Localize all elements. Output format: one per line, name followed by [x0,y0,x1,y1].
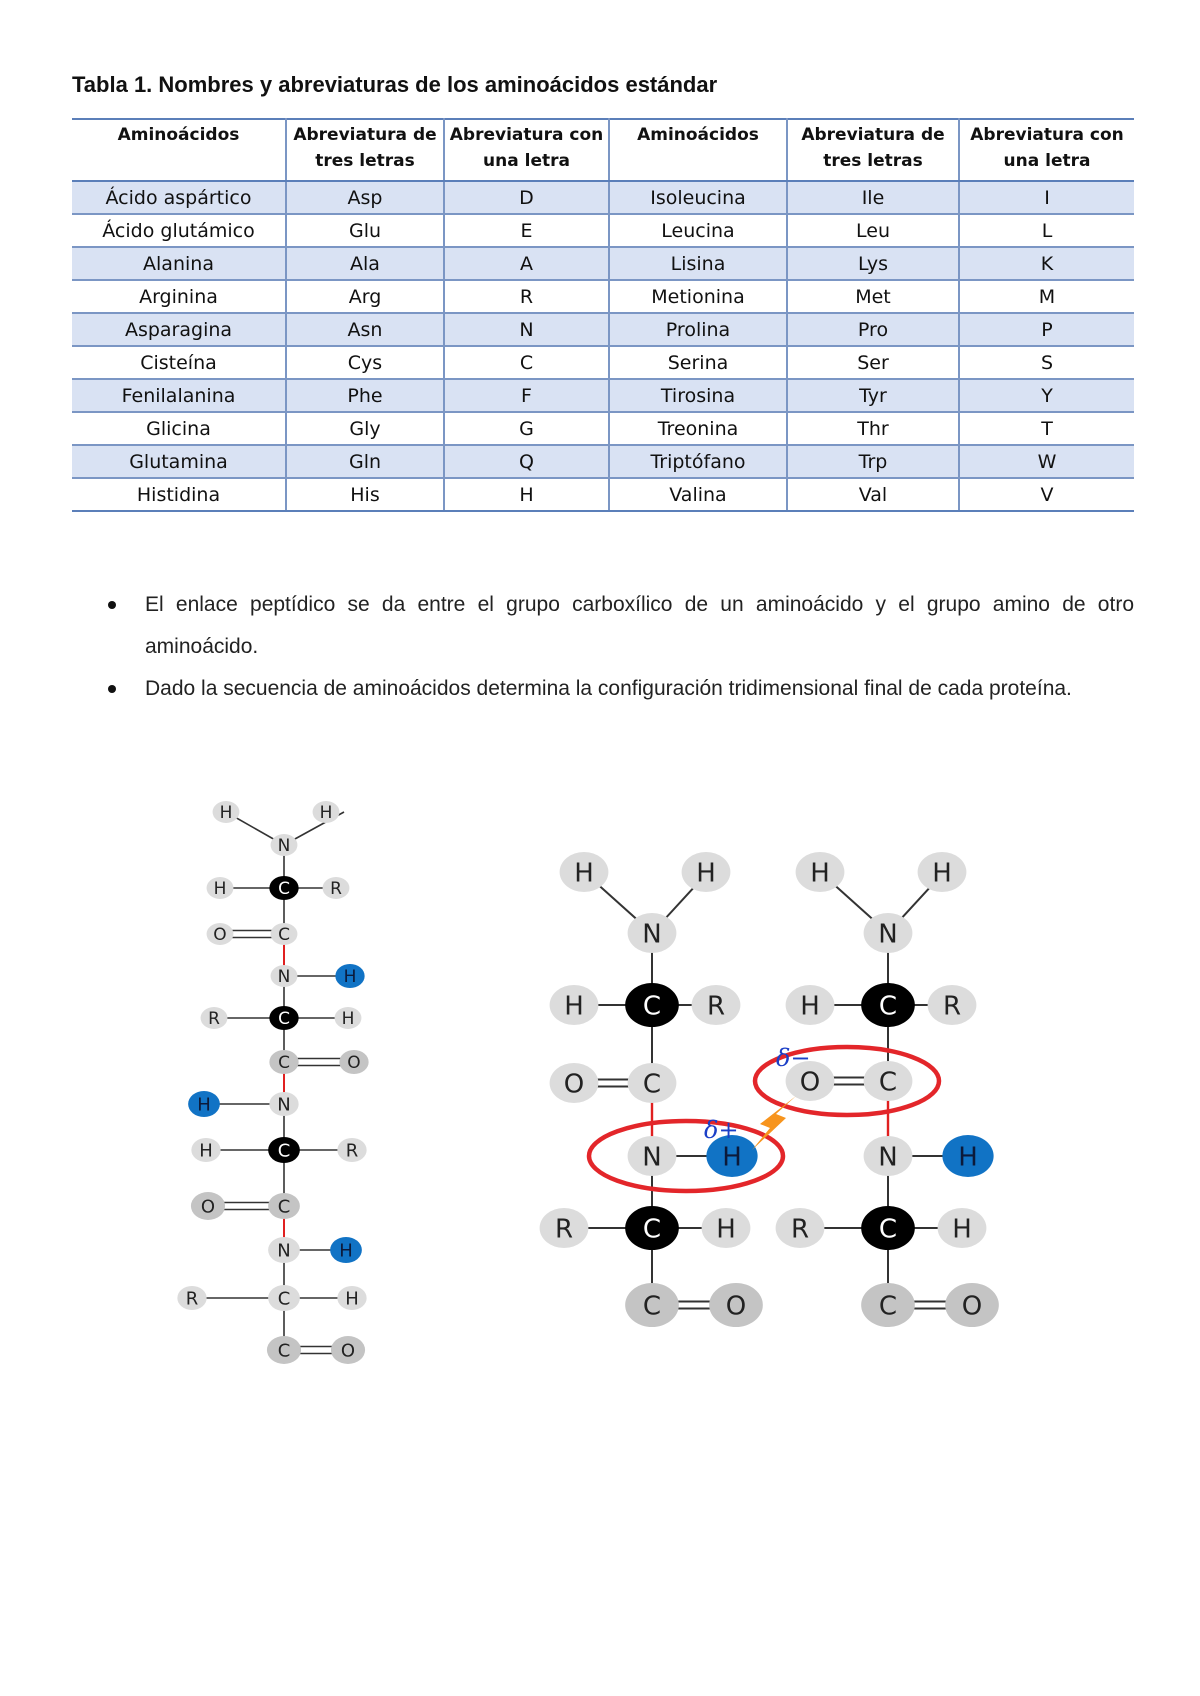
atom-label: H [339,1240,353,1262]
cell: W [959,445,1134,478]
cell: Arg [286,280,444,313]
atom-label: N [277,836,291,857]
atom-label: O [725,1291,747,1322]
atom-label: C [278,879,290,900]
atom-label: C [878,991,898,1022]
cell: Glutamina [72,445,286,478]
atom-label: N [878,1142,898,1173]
atom-label: H [932,858,952,889]
atom-label: H [319,803,333,824]
cell: Metionina [609,280,787,313]
cell: Serina [609,346,787,379]
atom-label: N [277,1094,291,1116]
cell: M [959,280,1134,313]
cell: Arginina [72,280,286,313]
atom-label: N [277,1240,291,1262]
cell: N [444,313,609,346]
atom-label: C [642,991,662,1022]
cell: Glu [286,214,444,247]
cell: Prolina [609,313,787,346]
cell: T [959,412,1134,445]
atom-label: H [696,858,716,889]
atom-label: H [564,991,584,1022]
delta-plus-label: δ+ [704,1116,739,1144]
atom-label: O [340,1340,356,1362]
atom-label: H [345,1288,359,1310]
atom-label: H [716,1214,736,1245]
cell: Fenilalanina [72,379,286,412]
cell: A [444,247,609,280]
cell: S [959,346,1134,379]
atom-label: H [952,1214,972,1245]
atom-label: R [942,991,962,1022]
cell: Gln [286,445,444,478]
atom-label: N [642,919,662,950]
atom-label: R [345,1140,359,1162]
atom-label: H [343,967,357,988]
cell: Pro [787,313,959,346]
cell: Ile [787,181,959,214]
cell: Ácido aspártico [72,181,286,214]
cell: Q [444,445,609,478]
atom-label: R [185,1288,199,1310]
cell: Treonina [609,412,787,445]
cell: Ser [787,346,959,379]
cell: Histidina [72,478,286,511]
cell: Asparagina [72,313,286,346]
atom-label: O [563,1069,585,1100]
atom-label: H [722,1142,742,1173]
cell: K [959,247,1134,280]
atom-label: O [347,1053,361,1074]
atom-label: O [799,1067,821,1098]
cell: L [959,214,1134,247]
atom-label: R [790,1214,810,1245]
cell: Triptófano [609,445,787,478]
header-una-letra-2: Abreviatura con una letra [959,119,1134,181]
atom-label: O [961,1291,983,1322]
bullet-text: Dado la secuencia de aminoácidos determina la configuración tridimensional final de cada proteína. [145,677,1072,700]
atom-label: N [642,1142,662,1173]
atom-label: C [642,1214,662,1245]
atom-label: C [278,1053,290,1074]
cell: Gly [286,412,444,445]
atom-label: H [197,1094,211,1116]
atom-label: O [200,1196,216,1218]
atom-label: C [278,925,290,946]
header-una-letra: Abreviatura con una letra [444,119,609,181]
cell: Leu [787,214,959,247]
cell: G [444,412,609,445]
cell: Leucina [609,214,787,247]
cell: C [444,346,609,379]
cell: E [444,214,609,247]
cell: Valina [609,478,787,511]
atom-label: C [278,1009,290,1030]
cell: R [444,280,609,313]
cell: Cisteína [72,346,286,379]
cell: Lys [787,247,959,280]
cell: Ala [286,247,444,280]
atom-label: C [277,1288,291,1310]
cell: Ácido glutámico [72,214,286,247]
header-tres-letras: Abreviatura de tres letras [286,119,444,181]
bullet-text: El enlace peptídico se da entre el grupo carboxílico de un aminoácido y el grupo amino de otro aminoácido. [145,593,1134,658]
cell: P [959,313,1134,346]
cell: V [959,478,1134,511]
cell: Trp [787,445,959,478]
cell: H [444,478,609,511]
atom-label: R [554,1214,574,1245]
atom-label: H [958,1142,978,1173]
cell: Isoleucina [609,181,787,214]
cell: Alanina [72,247,286,280]
cell: Phe [286,379,444,412]
atom-label: H [810,858,830,889]
atom-label: C [878,1067,898,1098]
atom-label: R [330,879,342,900]
cell: Met [787,280,959,313]
atom-label: O [213,925,227,946]
cell: F [444,379,609,412]
atom-label: H [213,879,227,900]
cell: Tirosina [609,379,787,412]
atom-label: R [706,991,726,1022]
atom-label: C [277,1140,291,1162]
cell: I [959,181,1134,214]
cell: His [286,478,444,511]
delta-minus-label: δ− [776,1044,811,1072]
atom-label: C [642,1291,662,1322]
cell: Cys [286,346,444,379]
atom-label: C [642,1069,662,1100]
atom-label: H [341,1009,355,1030]
cell: Glicina [72,412,286,445]
atom-label: C [277,1340,291,1362]
atom-label: H [219,803,233,824]
atom-label: N [878,919,898,950]
atom-label: C [878,1214,898,1245]
table-title: Tabla 1. Nombres y abreviaturas de los aminoácidos estándar [72,72,718,97]
atom-label: H [574,858,594,889]
cell: Thr [787,412,959,445]
header-aminoacidos-2: Aminoácidos [609,119,787,181]
cell: Lisina [609,247,787,280]
cell: Y [959,379,1134,412]
cell: D [444,181,609,214]
cell: Asp [286,181,444,214]
atom-label: N [277,967,291,988]
atom-label: H [199,1140,213,1162]
cell: Tyr [787,379,959,412]
cell: Val [787,478,959,511]
atom-label: H [800,991,820,1022]
header-tres-letras-2: Abreviatura de tres letras [787,119,959,181]
atom-label: C [878,1291,898,1322]
atom-label: C [277,1196,291,1218]
cell: Asn [286,313,444,346]
atom-label: R [208,1009,220,1030]
header-aminoacidos: Aminoácidos [72,119,286,181]
